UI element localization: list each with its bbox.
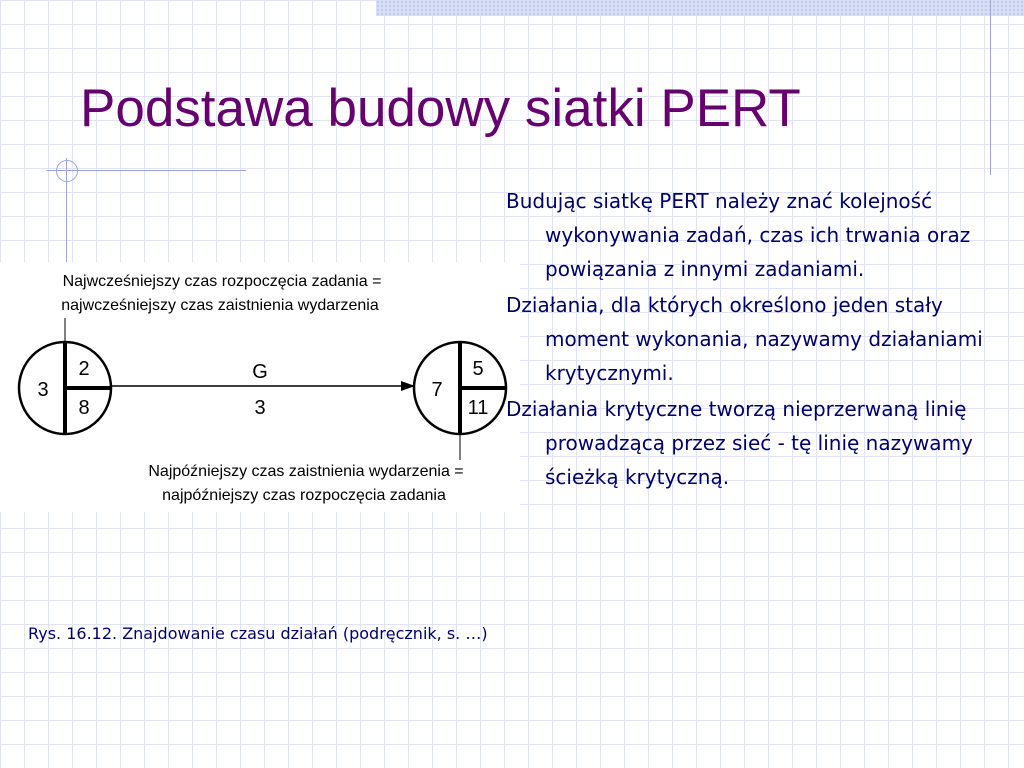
node-end-number: 7 <box>431 379 443 401</box>
top-annotation-line-2: najwcześniejszy czas zaistnienia wydarzenia <box>61 297 379 314</box>
decorative-vertical-line-right <box>990 0 991 175</box>
bullet-item: Działania krytyczne tworzą nieprzerwaną linię prowadzącą przez sieć - tę linię nazywamy ścieżką krytyczną. <box>506 397 973 489</box>
bullet-list <box>506 184 1021 496</box>
figure-caption: Rys. 16.12. Znajdowanie czasu działań (podręcznik, s. …) <box>28 624 488 643</box>
activity-duration: 3 <box>254 397 266 419</box>
bullet-item: Budując siatkę PERT należy znać kolejność wykonywania zadań, czas ich trwania oraz powiązania z innymi zadaniami. <box>506 189 971 281</box>
decorative-circle <box>56 160 78 182</box>
node-start-number: 3 <box>37 379 49 401</box>
top-annotation-line-1: Najwcześniejszy czas rozpoczęcia zadania = <box>62 273 382 290</box>
pert-node-start <box>19 342 111 434</box>
bullet-item: Działania, dla których określono jeden stały moment wykonania, nazywamy działaniami krytycznymi. <box>506 293 983 385</box>
top-decorative-band <box>376 0 1024 16</box>
pert-diagram-svg <box>0 262 520 512</box>
slide-title: Podstawa budowy siatki PERT <box>80 79 801 138</box>
node-end-latest-time: 11 <box>467 397 489 419</box>
bottom-annotation-line-2: najpóźniejszy czas rozpoczęcia zadania <box>162 487 446 504</box>
node-start-earliest-time: 2 <box>78 358 90 380</box>
pert-node-end <box>414 342 506 434</box>
activity-name: G <box>252 361 268 383</box>
node-start-latest-time: 8 <box>78 397 90 419</box>
node-end-earliest-time: 5 <box>472 358 484 380</box>
bottom-annotation-line-1: Najpóźniejszy czas zaistnienia wydarzenia = <box>148 463 464 480</box>
pert-diagram <box>0 262 520 512</box>
